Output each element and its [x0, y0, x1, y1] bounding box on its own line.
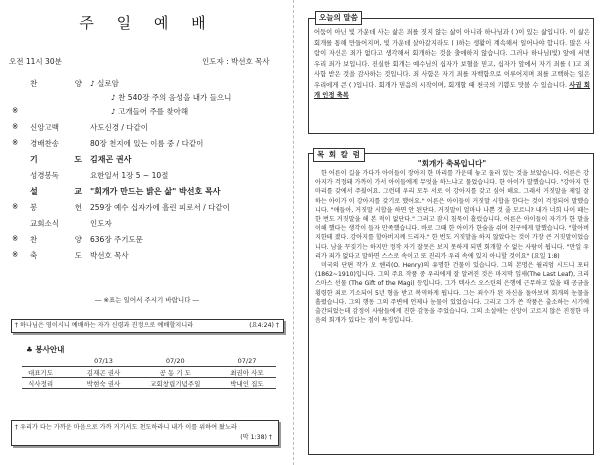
- order-content: ♪ 고개들어 주를 찾아해: [111, 107, 189, 116]
- row-label: 대표기도: [22, 367, 75, 378]
- stand-mark: ※: [12, 138, 19, 147]
- order-item: [6, 250, 288, 264]
- order-label: 경배찬송: [30, 139, 59, 148]
- order-content: 259장 예수 십자가에 흘린 피로서 / 다같이: [90, 203, 230, 212]
- order-label: 기 도: [30, 155, 82, 164]
- column-paragraph: 미국의 단편 작가 오 헨리(O. Henry)의 유명한 건물이 있습니다. 그의 본명은 윌리엄 시드니 포터(1862~1910)입니다. 그의 주요 작품 중 우리에게 잘 알려진 것은 마지막 잎새(The Last Leaf), 크리스마스 선물 (The Gift of the Magi) 등입니다. 그가 텍사스 오스틴의 은행에 근무하고 있을 때 공금을 횡령한 죄로 기소되어 5년 형을 받고 복역하게 됩니다. 그는 죄수가 된 자신을 돌아보며 회개의 눈물을 흘렸습니다. 그의 행동 그의 주변에 언제나 눈물이 있었습니다. 그리고 그가 쓴 작품은 출소하는 시기에 출간되었는데 감정이 사람들에게 진한 감동을 주었습니다. 그의 소설에는 신앙이 고르지 않은 진정한 마음의 회개가 있다는 점이 특징입니다.: [315, 262, 589, 325]
- verse-reference: (막 1:38) †: [240, 434, 272, 441]
- order-content: 인도자: [90, 219, 112, 228]
- stand-mark: ※: [12, 234, 19, 243]
- table-row: [22, 378, 276, 389]
- date-cell: 07/13: [75, 356, 133, 367]
- order-content: 사도신경 / 다같이: [90, 123, 149, 132]
- verse-text: † 우리가 다는 가까운 마음으로 가까 거기서도 천도하라니 내가 이를 위하여 왔노라: [15, 424, 237, 431]
- service-duty-heading: ♣ 봉사안내: [26, 345, 65, 354]
- motto-reference: (요4:24) †: [249, 322, 279, 329]
- table-cell: 박내인 집도: [218, 378, 276, 389]
- order-item: [6, 154, 288, 168]
- order-label: 축 도: [30, 251, 82, 260]
- service-leader: 인도자 : 박선호 목사: [202, 57, 270, 66]
- pastoral-column-tag: 목 회 칼 럼: [313, 148, 365, 162]
- column-divider: [293, 0, 295, 465]
- column-body: [315, 169, 589, 325]
- order-label: 교회소식: [30, 219, 59, 228]
- todays-word-text: 어둠이 아닌 빛 가운데 사는 삶은 죄를 짓지 않는 삶이 아니라 하나님과 ( )이 있는 삶입니다. 이 삶은 회개를 통해 만들어지며, 빛 가운데 살아갈지라도 ( )하는 생활이 계속해서 일어나야 합니다. 많은 사람이 자신은 죄가 없다고 생각해서 회개하는 것을 출애하지 않습니다. 그러나 하나님(빛) 앞에 서면 우리 죄가 보입니다. 진실한 회개는 예수님의 십자가 보혈을 믿고, 십자가 앞에서 자기 죄를 ( )고 죄 사함 받은 것을 감사하는 것입니다. 죄 사함은 자기 죄를 자백함으로 이루어지며 죄를 고백하는 일은 우리에게 큰 ( )입니다. 회개가 믿음의 시작이며, 회개할 때 천국의 기쁨도 맛볼 수 있습니다.: [314, 29, 590, 89]
- order-content: 요한일서 1장 5 ~ 10절: [90, 171, 169, 180]
- stand-mark: ※: [12, 122, 19, 131]
- order-content: ♪ 찬 540장 주의 음성을 내가 들으니: [111, 93, 232, 102]
- verse-box: [11, 420, 279, 446]
- order-label: 신앙고백: [30, 123, 59, 132]
- order-item: [6, 92, 288, 106]
- column-paragraph: 한 어른이 길을 가다가 아이들이 장아지 한 마리를 가운데 놓고 둘러 있는 것을 보았습니다. 어른은 강아지가 걱정돼 가까이 가서 아이들에게 무엇을 하느냐고 물었습니다. 한 아이가 말했습니다. "강아지 한 마리를 갖에서 주웠어요. 그런데 우리 모두 서로 이 강아지를 갖고 싶어 해요. 그래서 거짓말을 제일 잘하는 아이가 이 강아지를 갖기로 했어요." 어른은 아이들이 거짓말 시합을 한다는 것이 걱정되어 말했습니다. "얘들아, 거짓말 시합을 하면 안 된단다. 거짓말이 얼마나 나쁜 것 줄 모르니? 내가 너희 나이 때는 한 번도 거짓말을 해 본 적이 없단다." 그러고 잠시 침묵이 흘렀습니다. 어른은 아이들이 자기가 한 말을 이해 했다는 생각이 들자 만족했습니다. 바로 그때 한 아이가 한숨을 쉬며 친구에게 말했습니다. "할아버지한테 졌다. 강아지를 할아버지께 드리자." 한 번도 거짓말을 하지 않았다는 것이 가장 큰 거짓말이었습니다. 남을 꾸짖기는 하지만 정작 자기 잘못은 보지 못하게 되면 회개할 수 없는 사람이 됩니다. "만일 우리가 죄가 없다고 말하면 스스로 속이고 또 진리가 우리 속에 있지 아니할 것이요" (요일 1:8): [315, 170, 589, 260]
- order-content: "회개가 만드는 밝은 삶" 박선호 목사: [90, 187, 221, 196]
- table-row: [22, 356, 276, 367]
- table-cell: 공 동 기 도: [133, 367, 218, 378]
- todays-word-answers: 사귐 회개 인정 축복: [314, 81, 590, 99]
- todays-word-box: [308, 13, 594, 134]
- order-item: [6, 78, 288, 92]
- standing-note: ― ※표는 일어서 주시기 바랍니다 ―: [94, 296, 200, 304]
- service-time: 오전 11시 30분: [9, 57, 62, 66]
- order-item: [6, 106, 288, 120]
- table-cell: 박현숙 권사: [75, 378, 133, 389]
- order-item: [6, 202, 288, 216]
- date-cell: 07/27: [218, 356, 276, 367]
- stand-mark: ※: [12, 250, 19, 259]
- table-corner-cell: [22, 356, 75, 367]
- todays-word-tag: 오늘의 말씀: [315, 11, 362, 25]
- bulletin-title: 주 일 예 배: [79, 14, 215, 32]
- order-label: 설 교: [30, 187, 82, 196]
- order-item: [6, 170, 288, 184]
- todays-word-body: [314, 28, 590, 102]
- table-cell: 김재곤 권사: [75, 367, 133, 378]
- pastoral-column-box: [308, 150, 594, 455]
- order-item: [6, 122, 288, 136]
- order-content: 박선호 목사: [90, 251, 129, 260]
- motto-text: † 하나님은 영이시니 예배하는 자가 신령과 진정으로 예배할지니라: [15, 322, 194, 329]
- stand-mark: ※: [12, 106, 19, 115]
- order-content: 80장 천지에 있는 이름 중 / 다같이: [90, 139, 204, 148]
- order-label: 찬 양: [30, 79, 82, 88]
- table-cell: 최권아 사모: [218, 367, 276, 378]
- order-item: [6, 234, 288, 248]
- order-item: [6, 138, 288, 152]
- order-label: 찬 양: [30, 235, 82, 244]
- bulletin-left-column: [6, 0, 288, 465]
- order-item: [6, 186, 288, 200]
- stand-mark: ※: [12, 202, 19, 211]
- order-label: 봉 헌: [30, 203, 82, 212]
- order-content: ♪ 실로암: [90, 79, 119, 88]
- order-item: [6, 218, 288, 232]
- date-cell: 07/20: [133, 356, 218, 367]
- order-label: 성경봉독: [30, 171, 59, 180]
- table-cell: 교회창립기념주일: [133, 378, 218, 389]
- service-duty-table: [22, 356, 276, 389]
- column-heading: "회개가 축복입니다": [417, 159, 487, 168]
- order-content: 636장 주기도문: [90, 235, 143, 244]
- row-label: 식사정리: [22, 378, 75, 389]
- order-content: 김재곤 권사: [90, 155, 132, 164]
- bulletin-right-column: [308, 0, 596, 465]
- table-row: [22, 367, 276, 378]
- motto-box: [11, 319, 284, 333]
